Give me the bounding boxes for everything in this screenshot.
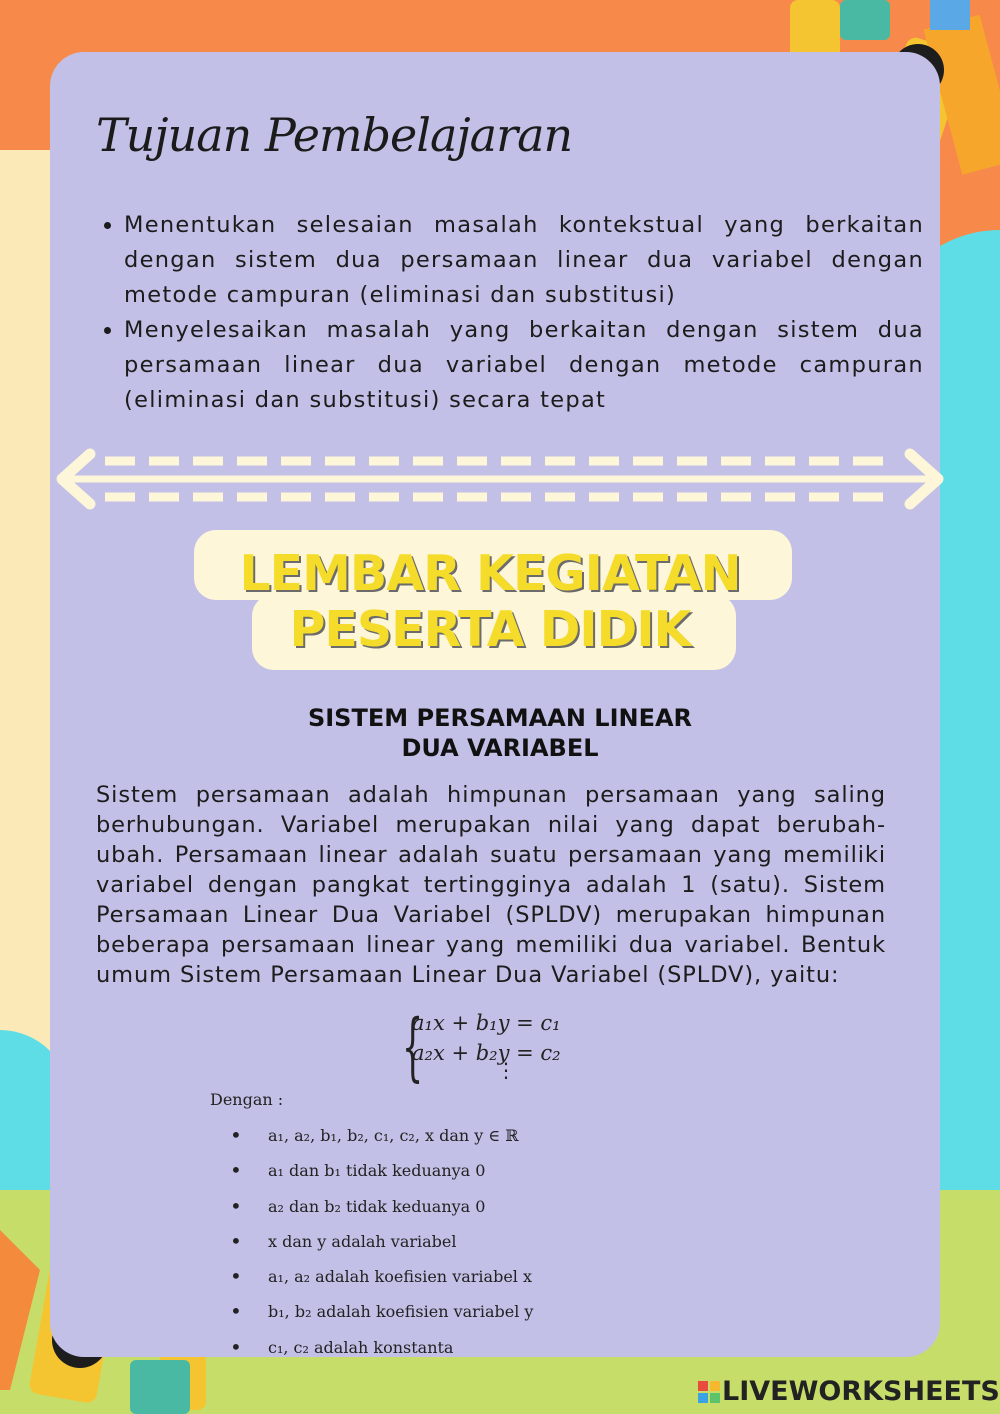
list-item: • a₁, a₂ adalah koefisien variabel x: [230, 1259, 533, 1294]
list-item: • a₁ dan b₁ tidak keduanya 0: [230, 1153, 533, 1188]
list-item: • a₁, a₂, b₁, b₂, c₁, c₂, x dan y ∈ ℝ: [230, 1118, 533, 1153]
subtitle-line: DUA VARIABEL: [401, 734, 599, 762]
double-arrow-divider: [50, 448, 950, 510]
definitions-list: [230, 1118, 533, 1365]
worksheet-title: [170, 546, 810, 658]
vertical-dots: ⋮: [496, 1058, 516, 1082]
subtitle-line: SISTEM PERSAMAAN LINEAR: [307, 704, 693, 732]
logo-icon: [698, 1381, 720, 1403]
learning-goals-list: [96, 208, 924, 418]
list-item: • x dan y adalah variabel: [230, 1224, 533, 1259]
brace-symbol: {: [402, 1004, 424, 1090]
logo-text: LIVEWORKSHEETS: [722, 1376, 1000, 1407]
list-item: • b₁, b₂ adalah koefisien variabel y: [230, 1294, 533, 1329]
equation: a₁x + b₁y = c₁: [412, 1011, 561, 1035]
liveworksheets-logo[interactable]: [698, 1376, 1000, 1407]
dengan-label: Dengan :: [210, 1090, 284, 1109]
page-heading: Tujuan Pembelajaran: [96, 108, 573, 162]
list-item: • Menentukan selesaian masalah kontekstual yang berkaitan dengan sistem dua persamaan linear dua variabel dengan metode campuran (eliminasi dan substitusi): [124, 208, 924, 313]
list-item: • a₂ dan b₂ tidak keduanya 0: [230, 1189, 533, 1224]
title-line: LEMBAR KEGIATAN: [239, 545, 741, 602]
body-paragraph: Sistem persamaan adalah himpunan persamaan yang saling berhubungan. Variabel merupakan nilai yang dapat berubah-ubah. Persamaan linear adalah suatu persamaan yang memiliki variabel dengan pangkat tertingginya adalah 1 (satu). Sistem Persamaan Linear Dua Variabel (SPLDV) merupakan himpunan beberapa persamaan linear yang memiliki dua variabel. Bentuk umum Sistem Persamaan Linear Dua Variabel (SPLDV), yaitu:: [96, 782, 886, 988]
section-subtitle: [200, 703, 800, 763]
equation-system: [412, 1008, 561, 1068]
equation: a₂x + b₂y = c₂: [412, 1041, 561, 1065]
title-line: PESERTA DIDIK: [289, 601, 691, 658]
list-item: • Menyelesaikan masalah yang berkaitan dengan sistem dua persamaan linear dua variabel dengan metode campuran (eliminasi dan substitusi) secara tepat: [124, 313, 924, 418]
list-item: • c₁, c₂ adalah konstanta: [230, 1330, 533, 1365]
